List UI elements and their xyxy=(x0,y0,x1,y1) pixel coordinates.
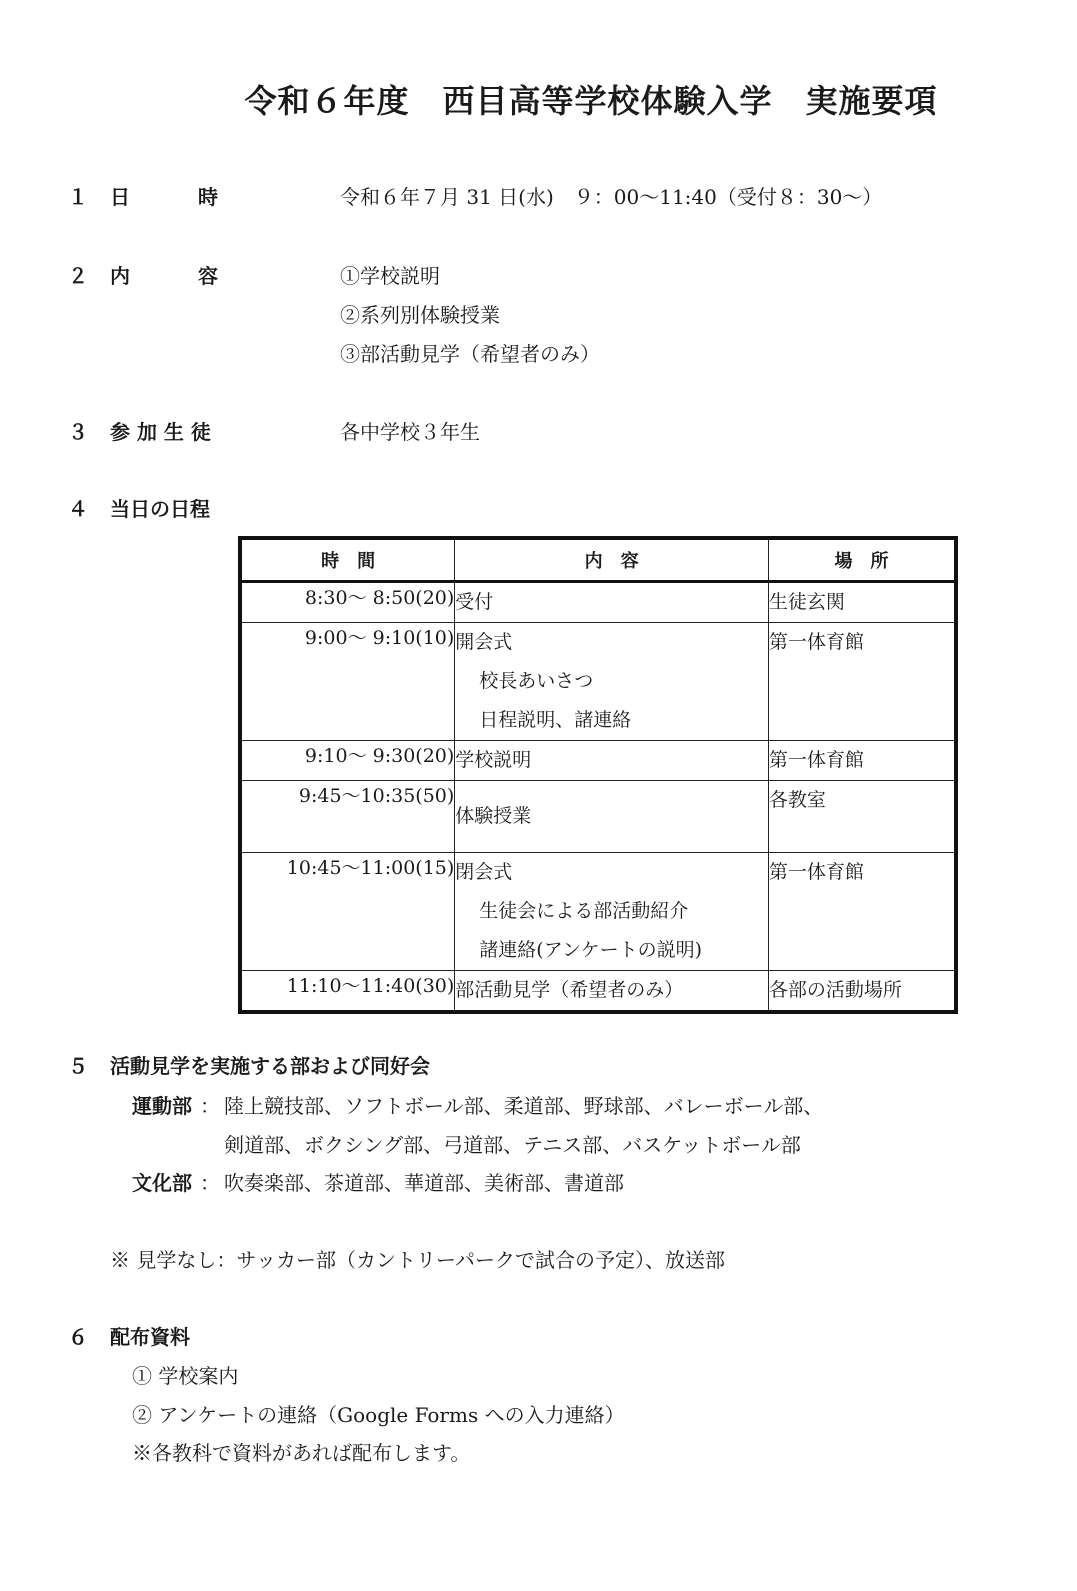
schedule-place xyxy=(768,781,956,853)
schedule-place-text: 生徒玄関 xyxy=(768,591,845,613)
section-1-heading-a: 日 xyxy=(110,185,130,209)
culture-clubs-separator: ： xyxy=(200,1171,220,1195)
schedule-content-line: 諸連絡(アンケートの説明) xyxy=(479,939,702,961)
sports-clubs-label: 運動部 xyxy=(132,1094,192,1118)
schedule-place-text: 第一体育館 xyxy=(768,631,864,653)
schedule-content xyxy=(455,971,769,1013)
table-row xyxy=(240,623,956,741)
culture-clubs-line: 吹奏楽部、茶道部、華道部、美術部、書道部 xyxy=(224,1171,624,1195)
section-1-number: １ xyxy=(68,185,88,209)
section-1-heading-b: 時 xyxy=(198,185,218,209)
schedule-content xyxy=(455,623,769,741)
schedule-place-text: 第一体育館 xyxy=(768,749,864,771)
section-2-item: ②系列別体験授業 xyxy=(340,303,500,327)
schedule-place-text: 各部の活動場所 xyxy=(768,979,902,1001)
schedule-table xyxy=(238,536,958,1014)
schedule-place xyxy=(768,582,956,623)
section-6-heading: 配布資料 xyxy=(110,1325,190,1349)
section-4-number: ４ xyxy=(68,497,88,521)
section-4-heading: 当日の日程 xyxy=(110,497,210,521)
schedule-header-content: 内 容 xyxy=(455,538,769,582)
section-5-number: ５ xyxy=(68,1054,88,1078)
schedule-place-text: 第一体育館 xyxy=(768,861,864,883)
schedule-time: 9:45～10:35(50) xyxy=(240,781,455,853)
section-5-heading: 活動見学を実施する部および同好会 xyxy=(110,1054,430,1078)
no-visit-note: ※ 見学なし：サッカー部（カントリーパークで試合の予定）、放送部 xyxy=(110,1248,725,1272)
schedule-header-time: 時 間 xyxy=(240,538,455,582)
section-3-number: ３ xyxy=(68,420,88,444)
section-2-heading-b: 容 xyxy=(198,264,218,288)
schedule-content xyxy=(455,741,769,781)
schedule-place-text: 各教室 xyxy=(768,789,826,811)
schedule-content-line: 体験授業 xyxy=(455,805,532,827)
schedule-time: 9:00～ 9:10(10) xyxy=(240,623,455,741)
section-2-number: ２ xyxy=(68,264,88,288)
table-row xyxy=(240,971,956,1013)
section-2-item: ①学校説明 xyxy=(340,264,440,288)
section-3-value: 各中学校３年生 xyxy=(340,420,480,444)
handout-item: ② アンケートの連絡（Google Forms への入力連絡） xyxy=(132,1403,625,1427)
page-title: 令和６年度 西目高等学校体験入学 実施要項 xyxy=(244,82,938,120)
schedule-content-line: 閉会式 xyxy=(455,861,513,883)
schedule-time: 9:10～ 9:30(20) xyxy=(240,741,455,781)
section-1-value: 令和６年７月 31 日(水) ９：00～11:40（受付８：30～） xyxy=(340,185,883,209)
schedule-content-line: 開会式 xyxy=(455,631,513,653)
schedule-content xyxy=(455,853,769,971)
schedule-place xyxy=(768,971,956,1013)
schedule-time: 11:10～11:40(30) xyxy=(240,971,455,1013)
schedule-content-line: 受付 xyxy=(455,591,494,613)
culture-clubs-label: 文化部 xyxy=(132,1171,192,1195)
schedule-place xyxy=(768,741,956,781)
schedule-place xyxy=(768,853,956,971)
schedule-place xyxy=(768,623,956,741)
section-3-heading: 参 加 生 徒 xyxy=(110,420,211,444)
table-row xyxy=(240,741,956,781)
schedule-content-line: 校長あいさつ xyxy=(479,670,594,692)
table-row xyxy=(240,781,956,853)
schedule-header-row xyxy=(240,538,956,582)
schedule-content-line: 日程説明、諸連絡 xyxy=(479,709,632,731)
schedule-content-line: 部活動見学（希望者のみ） xyxy=(455,979,684,1001)
table-row xyxy=(240,853,956,971)
handout-note: ※各教科で資料があれば配布します。 xyxy=(132,1441,471,1465)
sports-clubs-separator: ： xyxy=(200,1094,220,1118)
table-row xyxy=(240,582,956,623)
schedule-content xyxy=(455,582,769,623)
schedule-time: 10:45～11:00(15) xyxy=(240,853,455,971)
section-6-number: ６ xyxy=(68,1325,88,1349)
schedule-content-line: 生徒会による部活動紹介 xyxy=(479,900,689,922)
section-2-item: ③部活動見学（希望者のみ） xyxy=(340,342,600,366)
section-2-heading-a: 内 xyxy=(110,264,130,288)
sports-clubs-line-1: 陸上競技部、ソフトボール部、柔道部、野球部、バレーボール部、 xyxy=(224,1094,824,1118)
sports-clubs-line-2: 剣道部、ボクシング部、弓道部、テニス部、バスケットボール部 xyxy=(224,1133,801,1157)
schedule-time: 8:30～ 8:50(20) xyxy=(240,582,455,623)
schedule-content xyxy=(455,781,769,853)
schedule-header-place: 場 所 xyxy=(768,538,956,582)
handout-item: ① 学校案内 xyxy=(132,1364,239,1388)
schedule-content-line: 学校説明 xyxy=(455,749,532,771)
